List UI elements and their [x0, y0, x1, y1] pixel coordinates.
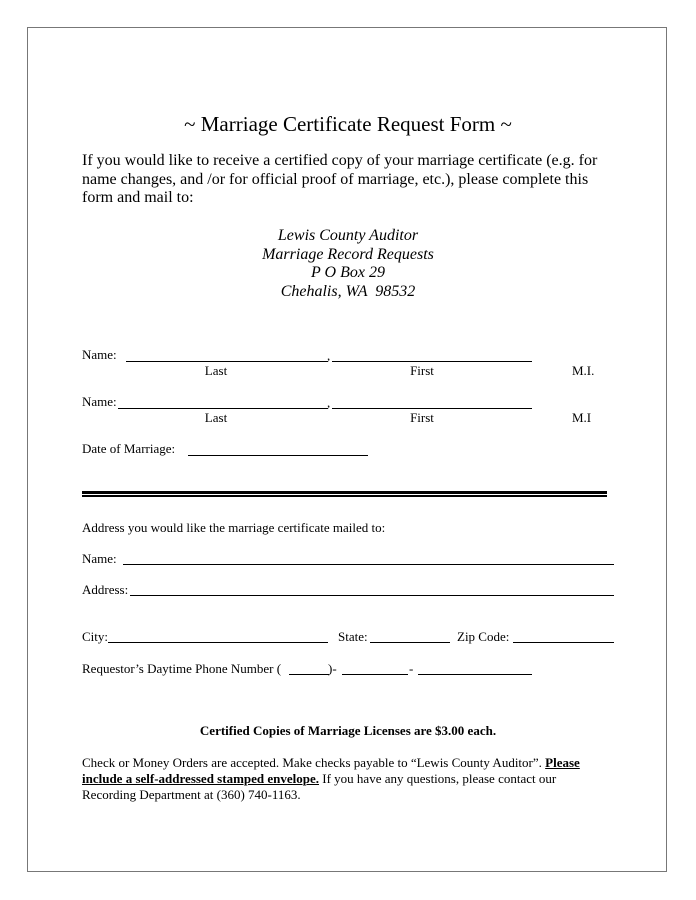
name-2-first-field[interactable]	[332, 408, 532, 409]
name-1-last-field[interactable]	[126, 361, 328, 362]
name-2-first-caption: First	[410, 410, 434, 425]
zip-label: Zip Code:	[457, 629, 510, 644]
name-2-mi-caption: M.I	[572, 410, 592, 425]
mail-name-field[interactable]	[123, 564, 614, 565]
form-title: ~ Marriage Certificate Request Form ~	[184, 112, 512, 136]
envelope-emphasis: Please include a self-addressed stamped envelope.	[82, 755, 580, 786]
section-divider	[82, 491, 607, 494]
date-of-marriage-field[interactable]	[188, 455, 368, 456]
name-2-comma: ,	[327, 395, 331, 410]
date-of-marriage-label: Date of Marriage:	[82, 441, 176, 456]
payment-text-1: Check or Money Orders are accepted. Make checks payable to “Lewis County Auditor”.	[82, 755, 546, 770]
name-2-last-field[interactable]	[118, 408, 328, 409]
name-2-label: Name:	[82, 394, 117, 409]
mail-address-field[interactable]	[130, 595, 614, 596]
address-line-1: Lewis County Auditor	[277, 227, 419, 244]
phone-area-code-field[interactable]	[289, 674, 329, 675]
name-1-mi-caption: M.I.	[572, 363, 595, 378]
name-2-last-caption: Last	[204, 410, 228, 425]
mailing-address-block	[0, 227, 696, 301]
name-1-comma: ,	[327, 348, 331, 363]
city-field[interactable]	[108, 642, 328, 643]
payment-text-2: If you have any questions, please contact our Recording Department at (360) 740-1163.	[82, 771, 557, 802]
name-1-first-caption: First	[410, 363, 434, 378]
phone-separator-1: )-	[328, 661, 337, 676]
name-1-label: Name:	[82, 347, 117, 362]
zip-field[interactable]	[513, 642, 614, 643]
intro-paragraph: If you would like to receive a certified copy of your marriage certificate (e.g. for name changes, and /or for official proof of marriage, etc.), please complete this form and mail to:	[82, 152, 598, 206]
payment-paragraph	[82, 755, 612, 803]
city-label: City:	[82, 629, 109, 644]
phone-separator-2: -	[409, 661, 414, 676]
mailing-heading: Address you would like the marriage certificate mailed to:	[82, 520, 386, 535]
mail-name-label: Name:	[82, 551, 117, 566]
phone-prefix-field[interactable]	[342, 674, 408, 675]
address-line-4: Chehalis, WA 98532	[280, 282, 416, 300]
phone-label: Requestor’s Daytime Phone Number (	[82, 661, 282, 676]
phone-line-field[interactable]	[418, 674, 532, 675]
mail-address-label: Address:	[82, 582, 129, 597]
name-1-first-field[interactable]	[332, 361, 532, 362]
name-1-last-caption: Last	[204, 363, 228, 378]
address-line-3: P O Box 29	[311, 264, 385, 281]
section-divider-secondary	[82, 495, 607, 497]
fee-notice: Certified Copies of Marriage Licenses are $3.00 each.	[199, 723, 497, 738]
state-field[interactable]	[370, 642, 450, 643]
state-label: State:	[338, 629, 368, 644]
address-line-2: Marriage Record Requests	[262, 245, 434, 263]
